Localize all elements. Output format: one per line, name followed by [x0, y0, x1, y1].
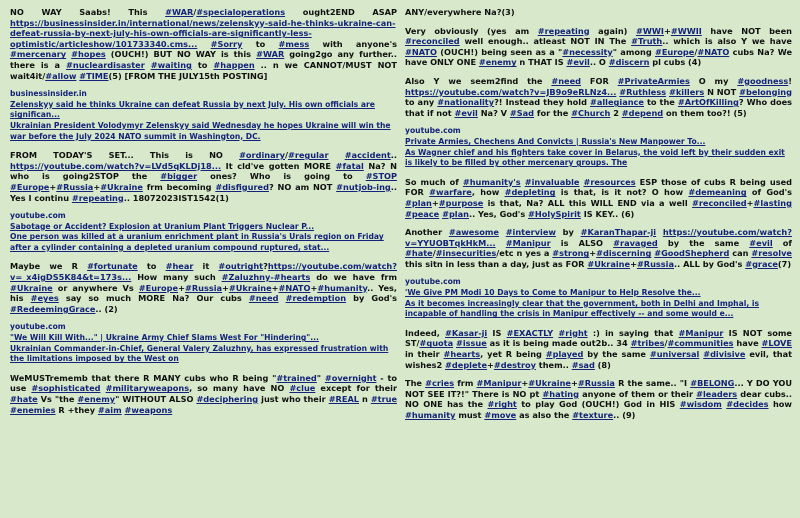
- hashtag-link[interactable]: #outright: [218, 261, 264, 272]
- hashtag-link[interactable]: #HolySpirit: [528, 208, 581, 219]
- post-text: Maybe we R #fortunate to #hear it #outright?https://youtube.com/watch?v=_x4igDS5K84&t=173s... How many such #Zaluzhny-#hearts do we have frm #Ukraine or anywhere Vs #Europe+#Russia+#Ukraine+#NATO+#humanity.. Yes, his #eyes say so much MORE Na? Our cubs #need #redemption by God's #RedeemingGrace.. (2): [10, 261, 397, 314]
- hashtag-link[interactable]: #evil: [749, 237, 773, 248]
- link-preview[interactable]: [10, 89, 397, 142]
- hashtag-link[interactable]: #discerning: [596, 248, 652, 259]
- hashtag-link[interactable]: #Ukraine: [587, 258, 631, 269]
- url-link[interactable]: https://youtube.com/watch?v=LVd5qKLDj18...: [10, 160, 222, 171]
- hashtag-link[interactable]: #resources: [583, 176, 636, 187]
- preview-description: One person was killed at a uranium enrichment plant in Russia's Urals region on Friday after a cylinder containing a depleted uranium compound ruptured, stat...: [10, 232, 384, 252]
- hashtag-link[interactable]: #evil: [454, 107, 478, 118]
- hashtag-link[interactable]: #enemy: [478, 57, 517, 68]
- hashtag-link[interactable]: #redemption: [285, 293, 347, 304]
- hashtag-link[interactable]: #reconciled: [405, 36, 460, 47]
- hashtag-link[interactable]: #destroy: [493, 359, 536, 370]
- hashtag-link[interactable]: #peace: [405, 208, 440, 219]
- hashtag-link[interactable]: #divisive: [703, 349, 746, 360]
- hashtag-link[interactable]: #goodness: [737, 75, 789, 86]
- hashtag-link[interactable]: #accident: [344, 150, 391, 161]
- hashtag-link[interactable]: #TIME: [79, 70, 109, 81]
- preview-site: youtube.com: [10, 322, 66, 332]
- hashtag-link[interactable]: #Russia: [577, 378, 615, 389]
- hashtag-link[interactable]: #KaranThapar-ji: [580, 227, 657, 238]
- hashtag-link[interactable]: #eyes: [30, 293, 59, 304]
- hashtag-link[interactable]: #Sorry: [210, 38, 243, 49]
- hashtag-link[interactable]: #WAR: [165, 7, 194, 17]
- hashtag-link[interactable]: #grace: [745, 258, 778, 269]
- hashtag-link[interactable]: #specialoperations: [196, 7, 286, 17]
- hashtag-link[interactable]: #REAL: [328, 394, 359, 404]
- right-column: [405, 7, 792, 518]
- hashtag-link[interactable]: #NATO: [697, 46, 730, 57]
- hashtag-link[interactable]: #weapons: [124, 404, 173, 415]
- hashtag-link[interactable]: #Ukraine: [10, 282, 53, 293]
- hashtag-link[interactable]: #quota: [419, 338, 454, 349]
- hashtag-link[interactable]: #sad: [571, 359, 595, 370]
- hashtag-link[interactable]: #warfare: [429, 187, 472, 198]
- hashtag-link[interactable]: #allegiance: [589, 97, 644, 108]
- post-text: The #cries frm #Manipur+#Ukraine+#Russia R the same.. "I #BELONG... Y DO YOU NOT SEE IT?!" There is NO pt #hating anyone of them or their #leaders dear cubs.. NO ONE has the #right to play God (OUCH!) God in HIS #wisdom #decides how #humanity must #move as also the #texture.. (9): [405, 378, 792, 420]
- hashtag-link[interactable]: #overnight: [324, 372, 377, 383]
- hashtag-link[interactable]: #STOP: [365, 171, 397, 182]
- hashtag-link[interactable]: #right: [558, 327, 588, 338]
- post-text: Another #awesome #interview by #KaranThapar-ji https://youtube.com/watch?v=YYUOBTqkHkM... #Manipur is ALSO #ravaged by the same #evil of #hate/#insecurities/etc n yes a #strong+#discerning #GoodShepherd can #resolve this sitn in less than a day, just as FOR #Ukraine+#Russia.. ALL by God's #grace(7): [405, 227, 792, 269]
- hashtag-link[interactable]: #communities: [667, 338, 734, 349]
- preview-title[interactable]: "We Will Kill With..." | Ukraine Army Chief Slams West For "Hindering"...: [10, 333, 319, 343]
- hashtag-link[interactable]: #disfigured: [215, 181, 269, 192]
- hashtag-link[interactable]: #nucleardisaster: [66, 59, 145, 70]
- hashtag-link[interactable]: #strong: [552, 248, 590, 259]
- hashtag-link[interactable]: #happen: [213, 59, 255, 70]
- url-link[interactable]: https://businessinsider.in/international/news/zelenskyy-said-he-thinks-ukraine-can-defeat-russia-by-next-july-his-own-officials-are-significantly-less-optimistic/articleshow/101733340.cms...: [10, 17, 396, 49]
- preview-site: youtube.com: [405, 277, 461, 287]
- hashtag-link[interactable]: #ravaged: [613, 237, 658, 248]
- hashtag-link[interactable]: #depend: [621, 107, 664, 118]
- post-text: Also Y we seem2find the #need FOR #PrivateArmies O my #goodness! https://youtube.com/watch?v=JB9o9eRLNz4... #Ruthless #killers N NOT #belonging to any #nationality?! Instead they hold #allegiance to the #ArtOfKilling? Who does that if not #evil Na? V #Sad for the #Church 2 #depend on them too?! (5): [405, 75, 792, 118]
- hashtag-link[interactable]: #enemy: [77, 394, 116, 404]
- hashtag-link[interactable]: #plan: [442, 208, 469, 219]
- hashtag-link[interactable]: #ordinary: [239, 150, 285, 161]
- hashtag-link[interactable]: #decides: [726, 399, 769, 410]
- hashtag-link[interactable]: #NATO: [405, 46, 437, 57]
- hashtag-link[interactable]: #repeating: [71, 192, 124, 203]
- hashtag-link[interactable]: #clue: [289, 383, 316, 394]
- hashtag-link[interactable]: #move: [484, 410, 517, 420]
- hashtag-link[interactable]: #humanity: [317, 282, 368, 293]
- hashtag-link[interactable]: #Ukraine: [528, 378, 571, 389]
- hashtag-link[interactable]: #WWI: [635, 25, 664, 36]
- hashtag-link[interactable]: #deplete: [445, 359, 488, 370]
- hashtag-link[interactable]: #need: [551, 75, 582, 86]
- hashtag-link[interactable]: #hear: [165, 261, 194, 272]
- hashtag-link[interactable]: #NATO: [278, 282, 311, 293]
- hashtag-link[interactable]: #ArtOfKilling: [677, 97, 739, 108]
- hashtag-link[interactable]: #LOVE: [761, 338, 792, 349]
- hashtag-link[interactable]: #regular: [287, 150, 329, 161]
- hashtag-link[interactable]: #fatal: [335, 160, 364, 171]
- hashtag-link[interactable]: #resolve: [751, 248, 792, 259]
- hashtag-link[interactable]: #enemies: [10, 404, 56, 415]
- hashtag-link[interactable]: #WAR: [256, 49, 285, 60]
- hashtag-link[interactable]: #repeating: [537, 25, 590, 36]
- hashtag-link[interactable]: #nutjob-ing: [336, 181, 391, 192]
- hashtag-link[interactable]: #hearts: [443, 349, 481, 360]
- hashtag-link[interactable]: #deciphering: [196, 394, 259, 404]
- hashtag-link[interactable]: #Manipur: [476, 378, 522, 389]
- hashtag-link[interactable]: #evil: [566, 57, 590, 68]
- hashtag-link[interactable]: #humanity's: [462, 176, 521, 187]
- hashtag-link[interactable]: #militaryweapons: [105, 383, 190, 394]
- hashtag-link[interactable]: #mercenary: [10, 49, 67, 60]
- hashtag-link[interactable]: #GoodShepherd: [654, 248, 730, 259]
- hashtag-link[interactable]: #need: [248, 293, 279, 304]
- hashtag-link[interactable]: #hating: [542, 388, 579, 399]
- hashtag-link[interactable]: #played: [545, 349, 584, 360]
- preview-title[interactable]: Zelenskyy said he thinks Ukraine can defeat Russia by next July. His own officials are significan...: [10, 99, 375, 120]
- hashtag-link[interactable]: #reconciled: [692, 197, 747, 208]
- hashtag-link[interactable]: #Russia: [636, 258, 675, 269]
- hashtag-link[interactable]: #right: [487, 399, 517, 410]
- hashtag-link[interactable]: #WWII: [670, 25, 702, 36]
- preview-description: Ukrainian President Volodymyr Zelenskyy said Wednesday he hopes Ukraine will win the war before the July 2024 NATO summit in Washington, DC.: [10, 120, 391, 141]
- hashtag-link[interactable]: #invaluable: [524, 176, 580, 187]
- hashtag-link[interactable]: #texture: [572, 410, 614, 420]
- hashtag-link[interactable]: #Ukraine: [228, 282, 272, 293]
- hashtag-link[interactable]: #EXACTLY: [506, 327, 554, 338]
- hashtag-link[interactable]: #plan: [405, 197, 432, 208]
- hashtag-link[interactable]: #Kasar-ji: [445, 327, 488, 338]
- hashtag-link[interactable]: #Russia: [184, 282, 223, 293]
- preview-title[interactable]: Sabotage or Accident? Explosion at Uranium Plant Triggers Nuclear P...: [10, 221, 315, 231]
- hashtag-link[interactable]: #hate: [405, 248, 433, 259]
- hashtag-link[interactable]: #tribes: [630, 338, 665, 349]
- url-link[interactable]: https://youtube.com/watch?v=YYUOBTqkHkM...: [405, 227, 792, 248]
- hashtag-link[interactable]: #mess: [278, 38, 310, 49]
- preview-description: As Wagner chief and his fighters take cover in Belarus, the void left by their sudden exit is likely to be filled by other mercenary groups. The: [405, 147, 785, 168]
- hashtag-link[interactable]: #interview: [505, 227, 556, 238]
- hashtag-link[interactable]: #Manipur: [505, 237, 551, 248]
- post-text: WeMUSTrememb that there R MANY cubs who R being "#trained" #overnight - to use #sophisticated #militaryweapons, so many have NO #clue except for their #hate Vs "the #enemy" WITHOUT ALSO #deciphering just who their #REAL n #true #enemies R +they #aim #weapons: [10, 372, 397, 415]
- hashtag-link[interactable]: #insecurities: [435, 248, 497, 259]
- hashtag-link[interactable]: #true: [370, 394, 397, 404]
- hashtag-link[interactable]: #belonging: [739, 86, 792, 97]
- hashtag-link[interactable]: #Sad: [509, 107, 535, 118]
- url-link[interactable]: https://youtube.com/watch?v=_x4igDS5K84&t=173s...: [10, 261, 397, 283]
- hashtag-link[interactable]: #Zaluzhny-: [221, 272, 274, 283]
- hashtag-link[interactable]: #bigger: [160, 171, 198, 182]
- post-text: So much of #humanity's #invaluable #resources ESP those of cubs R being used FOR #warfare, how #depleting is that, is it not? O how #demeaning of God's #plan+#purpose is that, Na? ALL this WILL END via a well #reconciled+#lasting #peace #plan.. Yes, God's #HolySpirit IS KEY.. (6): [405, 176, 792, 219]
- hashtag-link[interactable]: #nationality: [437, 97, 495, 108]
- hashtag-link[interactable]: #fortunate: [87, 261, 138, 272]
- hashtag-link[interactable]: #trained: [276, 372, 317, 383]
- hashtag-link[interactable]: #killers: [669, 86, 705, 97]
- preview-site: businessinsider.in: [10, 89, 87, 99]
- hashtag-link[interactable]: #awesome: [448, 227, 499, 238]
- preview-title[interactable]: Private Armies, Chechens And Convicts | Russia's New Manpower To...: [405, 136, 706, 146]
- hashtag-link[interactable]: #necessity: [562, 46, 613, 57]
- hashtag-link[interactable]: #issue: [456, 338, 487, 349]
- link-preview[interactable]: [405, 277, 792, 319]
- hashtag-link[interactable]: #wisdom: [679, 399, 722, 410]
- hashtag-link[interactable]: #Russia: [56, 181, 94, 192]
- hashtag-link[interactable]: #purpose: [438, 197, 484, 208]
- hashtag-link[interactable]: #universal: [649, 349, 700, 360]
- hashtag-link[interactable]: #depleting: [504, 187, 556, 198]
- hashtag-link[interactable]: #Europe: [138, 282, 179, 293]
- post-text: NO WAY Saabs! This #WAR/#specialoperations ought2END ASAP https://businessinsider.in/international/news/zelenskyy-said-he-thinks-ukraine-can-defeat-russia-by-next-july-his-own-officials-are-significantly-less-optimistic/articleshow/101733340.cms... #Sorry to #mess with anyone's #mercenary #hopes (OUCH!) BUT NO WAY is this #WAR going2go any further.. there is a #nucleardisaster #waiting to #happen .. n we CANNOT/MUST NOT wait4it/#allow #TIME(5) [FROM THE JULY15th POSTING]: [10, 7, 397, 81]
- hashtag-link[interactable]: #Europe: [654, 46, 695, 57]
- hashtag-link[interactable]: #Ukraine: [100, 181, 143, 192]
- hashtag-link[interactable]: #RedeemingGrace: [10, 303, 96, 314]
- hashtag-link[interactable]: #humanity: [405, 410, 456, 420]
- link-preview[interactable]: [10, 211, 397, 253]
- preview-description: Ukrainian Commander-in-Chief, General Valery Zaluzhny, has expressed frustration with the limitations imposed by the West on: [10, 343, 389, 364]
- link-preview[interactable]: [10, 322, 397, 364]
- hashtag-link[interactable]: #cries: [425, 378, 455, 389]
- hashtag-link[interactable]: #hopes: [71, 49, 106, 60]
- hashtag-link[interactable]: #Ruthless: [619, 86, 667, 97]
- preview-title[interactable]: 'We Give PM Modi 10 Days to Come to Manipur to Help Resolve the...: [405, 288, 701, 298]
- preview-description: As it becomes increasingly clear that the government, both in Delhi and Imphal, is incapable of handling the crisis in Manipur effectively -- and some would e...: [405, 298, 759, 319]
- hashtag-link[interactable]: #Truth: [631, 36, 663, 47]
- post-text: Indeed, #Kasar-ji IS #EXACTLY #right :) in saying that #Manipur IS NOT some ST/#quota #issue as it is being made out2b.. 34 #tribes/#communities have #LOVE in their #hearts, yet R being #played by the same #universal #divisive evil, that wishes2 #deplete+#destroy them.. #sad (8): [405, 327, 792, 370]
- url-link[interactable]: https://youtube.com/watch?v=JB9o9eRLNz4...: [405, 86, 617, 97]
- hashtag-link[interactable]: #leaders: [696, 388, 738, 399]
- hashtag-link[interactable]: #Europe: [10, 181, 50, 192]
- post-text: Very obviously (yes am #repeating again) #WWI+#WWII have NOT been #reconciled well enough.. atleast NOT IN The #Truth.. which is also Y we have #NATO (OUCH!) being seen as a "#necessity" among #Europe/#NATO cubs Na? We have ONLY ONE #enemy n THAT IS #evil.. O #discern pl cubs (4): [405, 25, 792, 68]
- left-column: [10, 7, 397, 518]
- preview-site: youtube.com: [405, 126, 461, 136]
- hashtag-link[interactable]: #Manipur: [678, 327, 724, 338]
- hashtag-link[interactable]: #waiting: [150, 59, 192, 70]
- hashtag-link[interactable]: #demeaning: [688, 187, 747, 198]
- preview-site: youtube.com: [10, 211, 66, 221]
- hashtag-link[interactable]: #hate: [10, 394, 38, 404]
- hashtag-link[interactable]: #sophisticated: [31, 383, 101, 394]
- post-text: FROM TODAY'S SET... This is NO #ordinary/#regular #accident.. https://youtube.com/watch?v=LVd5qKLDj18... It cld've gotten MORE #fatal Na? N who is going2STOP the #bigger ones? Who is going to #STOP #Europe+#Russia+#Ukraine frm becoming #disfigured? NO am NOT #nutjob-ing.. Yes I continu #repeating.. 18072023IST1542(1): [10, 150, 397, 203]
- hashtag-link[interactable]: #lasting: [753, 197, 792, 208]
- hashtag-link[interactable]: #hearts: [273, 272, 311, 283]
- hashtag-link[interactable]: #discern: [608, 57, 650, 68]
- hashtag-link[interactable]: #allow: [45, 70, 77, 81]
- hashtag-link[interactable]: #PrivateArmies: [617, 75, 690, 86]
- hashtag-link[interactable]: #aim: [97, 404, 122, 415]
- link-preview[interactable]: [405, 126, 792, 168]
- hashtag-link[interactable]: #BELONG: [690, 378, 735, 389]
- hashtag-link[interactable]: #Church: [571, 107, 611, 118]
- post-text: ANY/everywhere Na?(3): [405, 7, 515, 17]
